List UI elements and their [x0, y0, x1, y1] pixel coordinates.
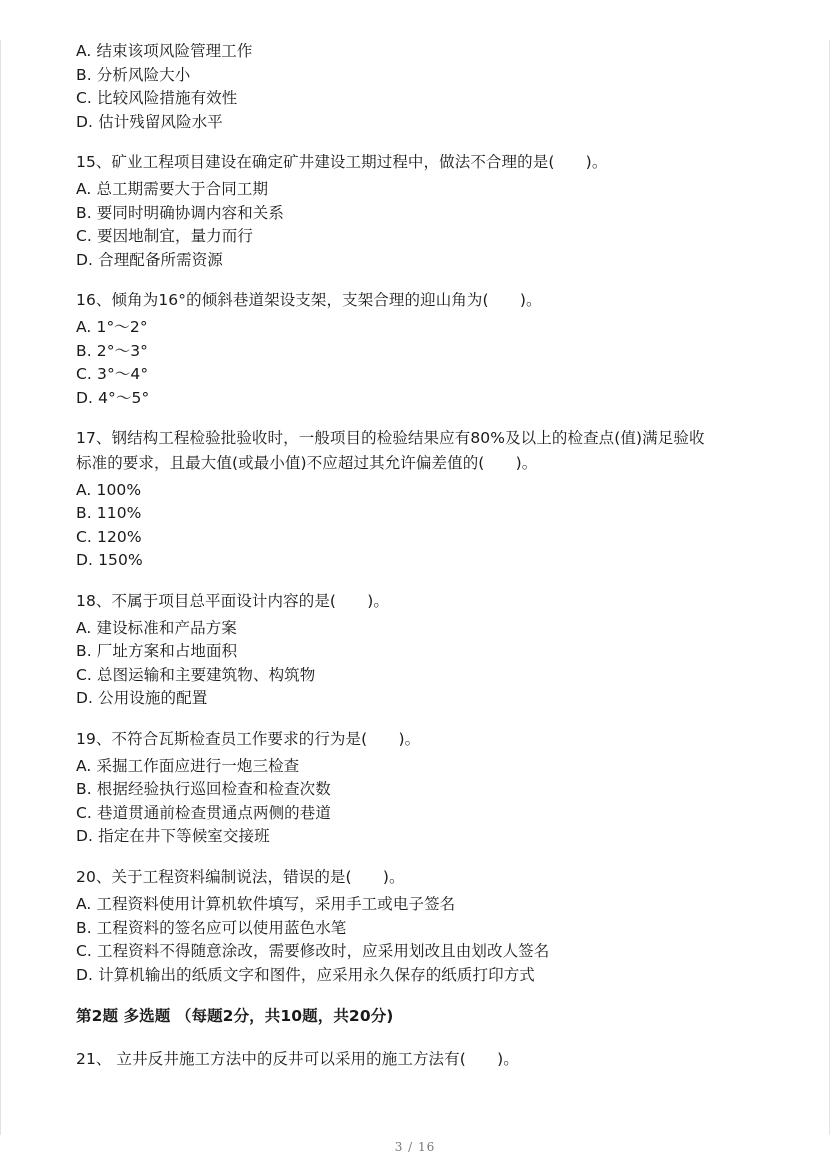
q17-stem-line1: 17、钢结构工程检验批验收时，一般项目的检验结果应有80%及以上的检查点(值)满足验收: [76, 429, 705, 447]
q20-option-a: A. 工程资料使用计算机软件填写，采用手工或电子签名: [76, 895, 456, 913]
q14-option-a: A. 结束该项风险管理工作: [76, 42, 253, 60]
q17-stem-line2: 标准的要求，且最大值(或最小值)不应超过其允许偏差值的( )。: [76, 454, 538, 472]
q20-stem: 20、关于工程资料编制说法，错误的是( )。: [76, 868, 405, 886]
q20-option-c: C. 工程资料不得随意涂改，需要修改时，应采用划改且由划改人签名: [76, 942, 550, 960]
section-title-multiple-choice: 第2题 多选题 （每题2分，共10题，共20分): [76, 1007, 394, 1025]
q17-option-c: C. 120%: [76, 528, 142, 546]
q17-option-a: A. 100%: [76, 481, 142, 499]
page-number: 3 / 16: [394, 1140, 436, 1154]
q19-option-c: C. 巷道贯通前检查贯通点两侧的巷道: [76, 804, 331, 822]
q15-option-a: A. 总工期需要大于合同工期: [76, 180, 269, 198]
q20-option-b: B. 工程资料的签名应可以使用蓝色水笔: [76, 919, 347, 937]
q17-option-b: B. 110%: [76, 504, 142, 522]
q17-option-d: D. 150%: [76, 551, 143, 569]
q15-stem: 15、矿业工程项目建设在确定矿井建设工期过程中，做法不合理的是( )。: [76, 153, 608, 171]
q18-option-c: C. 总图运输和主要建筑物、构筑物: [76, 666, 316, 684]
q18-option-a: A. 建设标准和产品方案: [76, 619, 237, 637]
q19-option-b: B. 根据经验执行巡回检查和检查次数: [76, 780, 331, 798]
q20-option-d: D. 计算机输出的纸质文字和图件，应采用永久保存的纸质打印方式: [76, 966, 535, 984]
q16-option-b: B. 2°～3°: [76, 342, 149, 360]
q14-option-b: B. 分析风险大小: [76, 66, 191, 84]
q14-option-d: D. 估计残留风险水平: [76, 113, 223, 131]
q19-option-d: D. 指定在井下等候室交接班: [76, 827, 270, 845]
q18-stem: 18、不属于项目总平面设计内容的是( )。: [76, 592, 390, 610]
q14-option-c: C. 比较风险措施有效性: [76, 89, 238, 107]
q16-option-d: D. 4°～5°: [76, 389, 150, 407]
q21-stem: 21、 立井反井施工方法中的反井可以采用的施工方法有( )。: [76, 1050, 519, 1068]
q18-option-b: B. 厂址方案和占地面积: [76, 642, 238, 660]
q16-option-a: A. 1°～2°: [76, 318, 148, 336]
q16-stem: 16、倾角为16°的倾斜巷道架设支架，支架合理的迎山角为( )。: [76, 291, 542, 309]
q15-option-b: B. 要同时明确协调内容和关系: [76, 204, 284, 222]
q15-option-c: C. 要因地制宜，量力而行: [76, 227, 253, 245]
q19-option-a: A. 采掘工作面应进行一炮三检查: [76, 757, 300, 775]
document-page: [0, 40, 830, 1135]
q16-option-c: C. 3°～4°: [76, 365, 149, 383]
q19-stem: 19、不符合瓦斯检查员工作要求的行为是( )。: [76, 730, 421, 748]
q15-option-d: D. 合理配备所需资源: [76, 251, 223, 269]
q18-option-d: D. 公用设施的配置: [76, 689, 208, 707]
